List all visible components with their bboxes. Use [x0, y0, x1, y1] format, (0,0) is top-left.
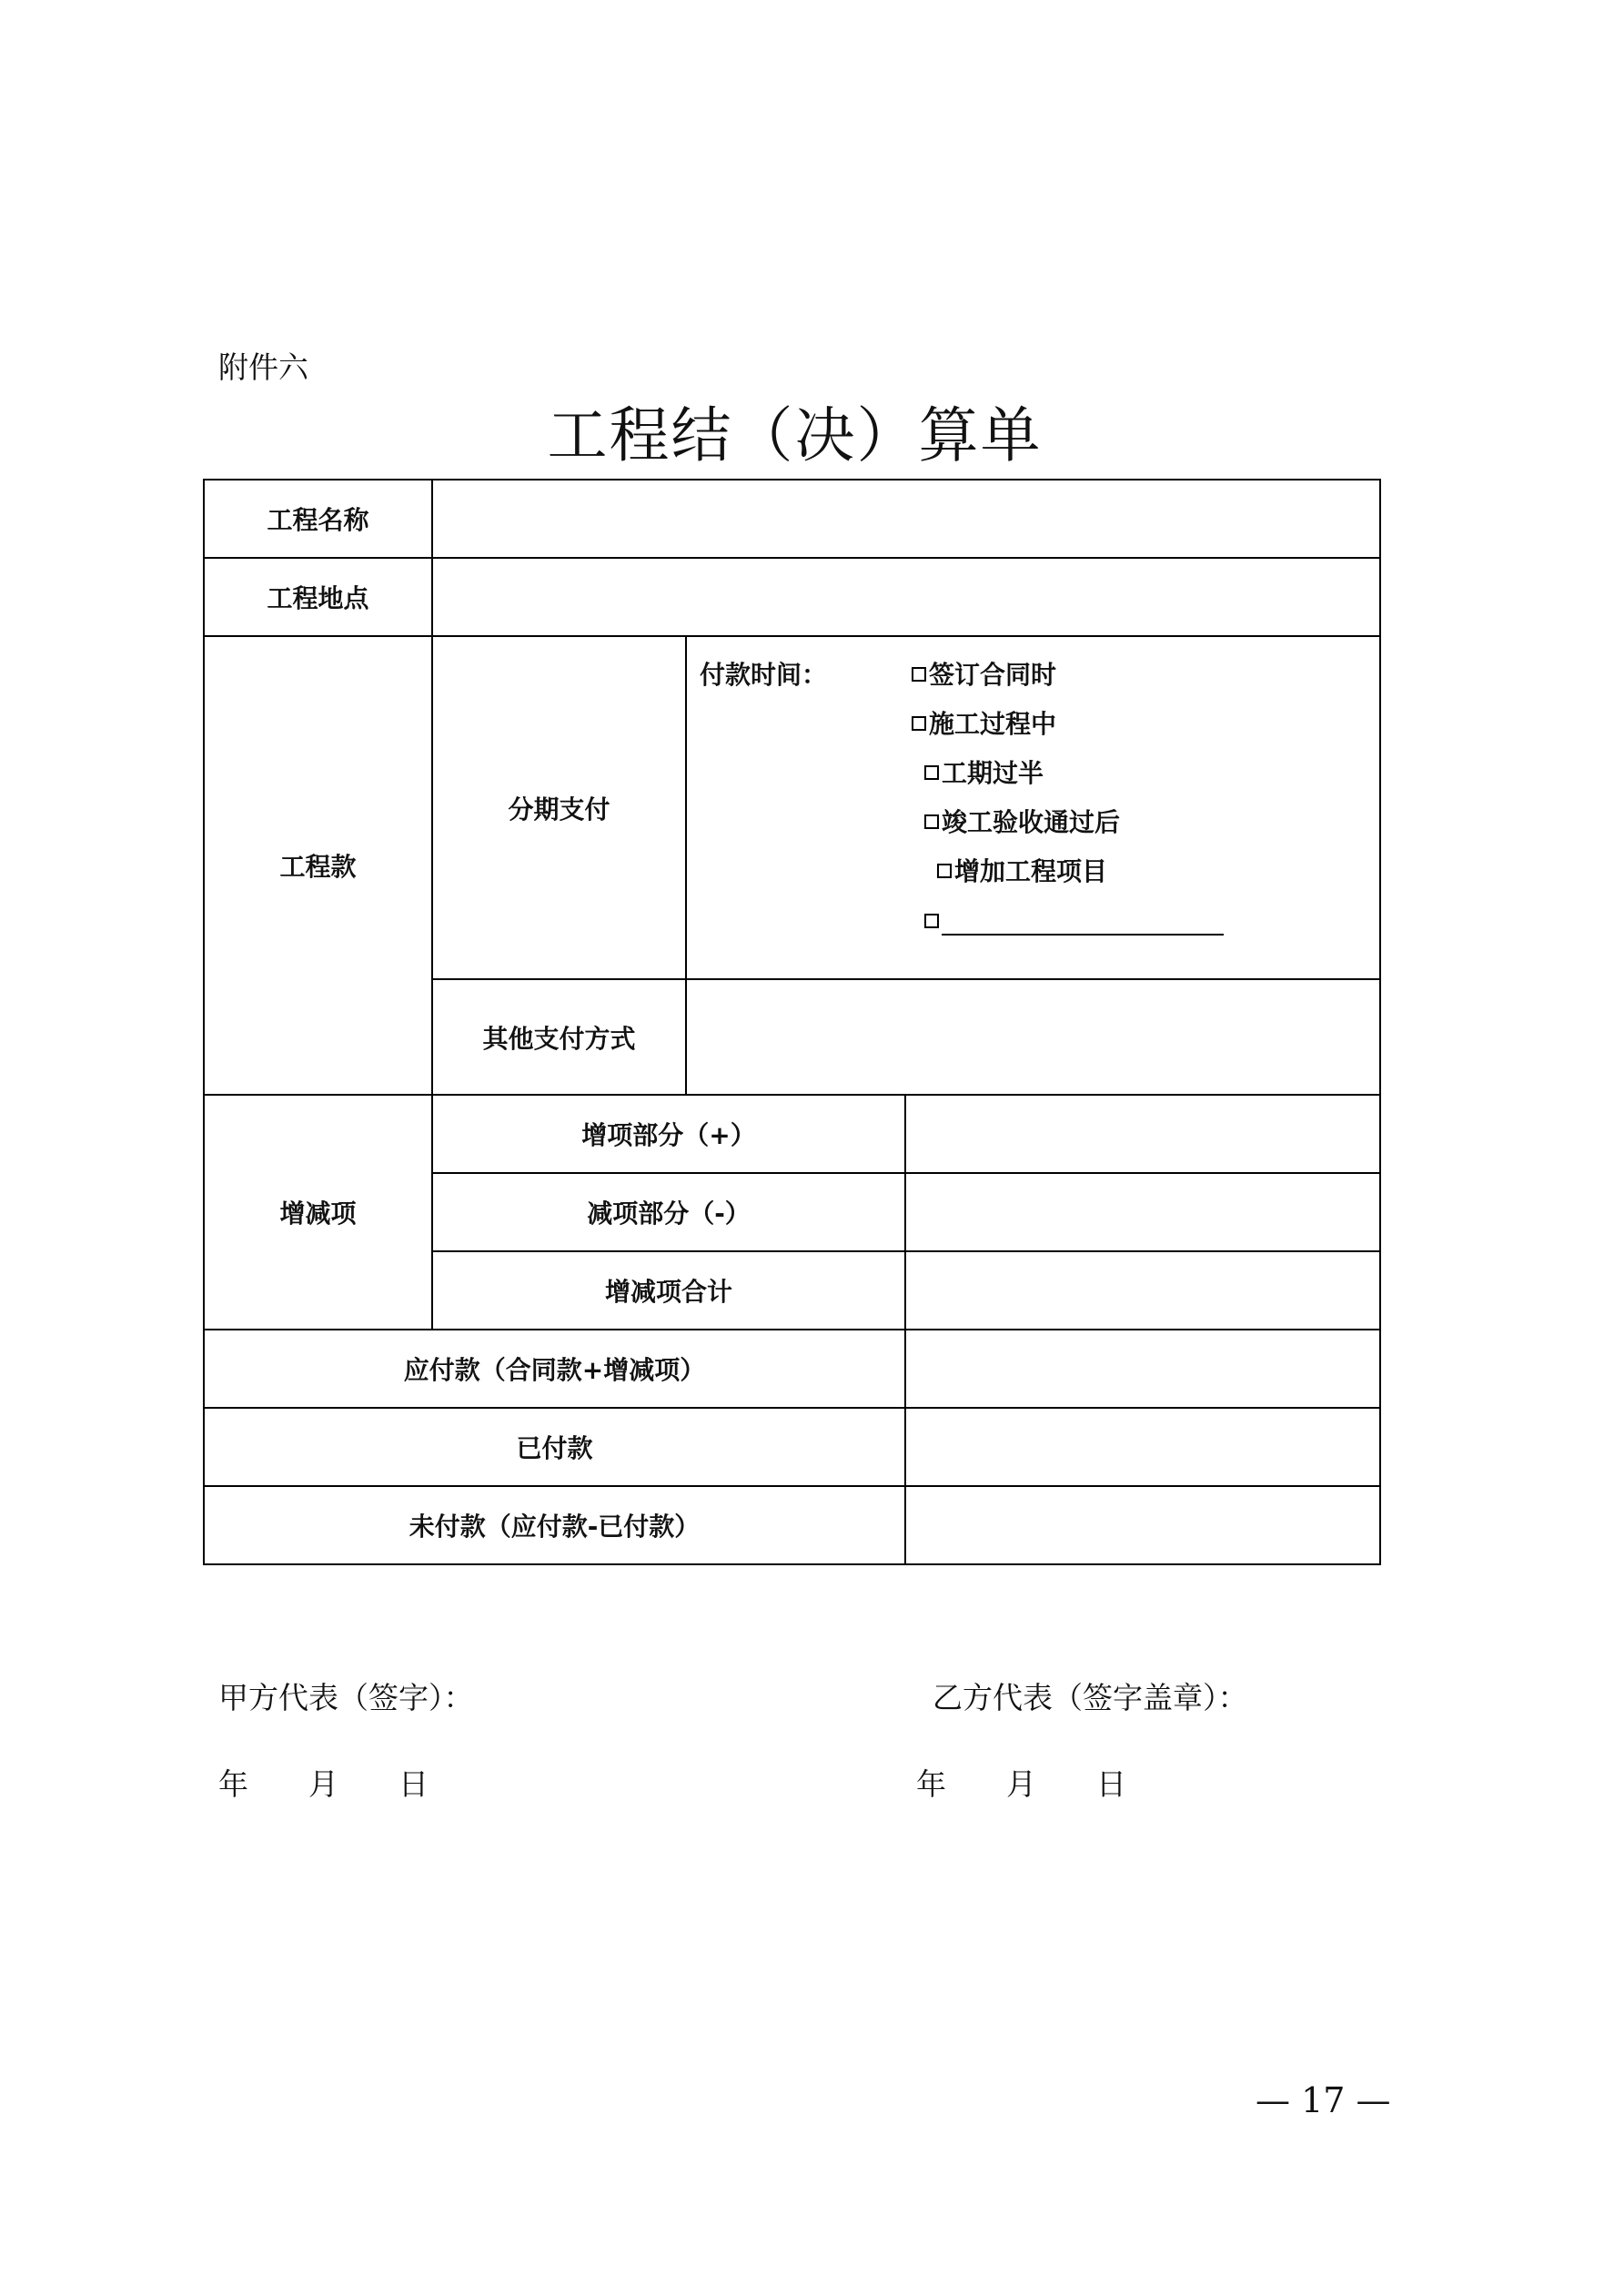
table-row	[204, 480, 1380, 558]
date-year-label: 年	[916, 1766, 946, 1802]
table-row	[204, 1408, 1380, 1486]
payment-option[interactable]	[912, 655, 1056, 692]
payment-option[interactable]	[912, 704, 1056, 741]
project-name-label: 工程名称	[204, 480, 432, 558]
checkbox-icon[interactable]	[924, 914, 939, 928]
other-payment-field[interactable]	[686, 979, 1380, 1095]
increase-field[interactable]	[905, 1095, 1380, 1173]
document-title	[0, 387, 1624, 473]
other-option-blank-field[interactable]	[942, 914, 1224, 936]
increase-label: 增项部分（+）	[432, 1095, 905, 1173]
payment-time-cell	[686, 636, 1380, 979]
table-row	[204, 636, 1380, 979]
party-a-signature-label: 甲方代表（签字）：	[218, 1680, 474, 1715]
payment-option[interactable]	[924, 803, 1120, 839]
project-location-label: 工程地点	[204, 558, 432, 636]
checkbox-icon[interactable]	[924, 765, 939, 780]
decrease-field[interactable]	[905, 1173, 1380, 1251]
payment-option-other[interactable]	[924, 906, 1224, 936]
payment-option-label: 施工过程中	[929, 709, 1057, 739]
other-payment-label: 其他支付方式	[432, 979, 686, 1095]
settlement-form-table	[203, 479, 1381, 1565]
attachment-label: 附件六	[218, 349, 308, 385]
party-a-date	[218, 1761, 429, 1804]
paid-label: 已付款	[204, 1408, 905, 1486]
payment-option-label: 工期过半	[942, 758, 1044, 788]
date-month-label: 月	[308, 1766, 338, 1802]
checkbox-icon[interactable]	[912, 716, 926, 731]
date-month-label: 月	[1006, 1766, 1036, 1802]
table-row	[204, 558, 1380, 636]
checkbox-icon[interactable]	[912, 667, 926, 682]
payable-field[interactable]	[905, 1330, 1380, 1408]
adjust-total-label: 增减项合计	[432, 1251, 905, 1330]
project-name-field[interactable]	[432, 480, 1380, 558]
party-b-date	[916, 1761, 1126, 1804]
project-location-field[interactable]	[432, 558, 1380, 636]
payment-option-label: 竣工验收通过后	[942, 807, 1121, 837]
adjust-total-field[interactable]	[905, 1251, 1380, 1330]
decrease-label: 减项部分（-）	[432, 1173, 905, 1251]
paid-field[interactable]	[905, 1408, 1380, 1486]
payment-option-label: 增加工程项目	[954, 856, 1108, 886]
document-title-text: 工程结（决）算单	[547, 400, 1043, 470]
checkbox-icon[interactable]	[937, 864, 952, 878]
table-row	[204, 1486, 1380, 1564]
page-number: — 17 —	[1256, 2080, 1391, 2120]
installment-label: 分期支付	[432, 636, 686, 979]
date-day-label: 日	[1096, 1766, 1126, 1802]
table-row	[204, 1095, 1380, 1173]
payment-option-label: 签订合同时	[929, 660, 1057, 690]
unpaid-label: 未付款（应付款-已付款）	[204, 1486, 905, 1564]
payment-option[interactable]	[924, 754, 1044, 790]
adjustments-label: 增减项	[204, 1095, 432, 1330]
table-row	[204, 1330, 1380, 1408]
payment-time-label: 付款时间：	[700, 660, 828, 690]
payable-label: 应付款（合同款+增减项）	[204, 1330, 905, 1408]
party-b-signature-label: 乙方代表（签字盖章）：	[933, 1680, 1248, 1715]
payment-label: 工程款	[204, 636, 432, 1095]
payment-option[interactable]	[937, 852, 1107, 888]
checkbox-icon[interactable]	[924, 814, 939, 829]
date-year-label: 年	[218, 1766, 248, 1802]
unpaid-field[interactable]	[905, 1486, 1380, 1564]
date-day-label: 日	[398, 1766, 429, 1802]
